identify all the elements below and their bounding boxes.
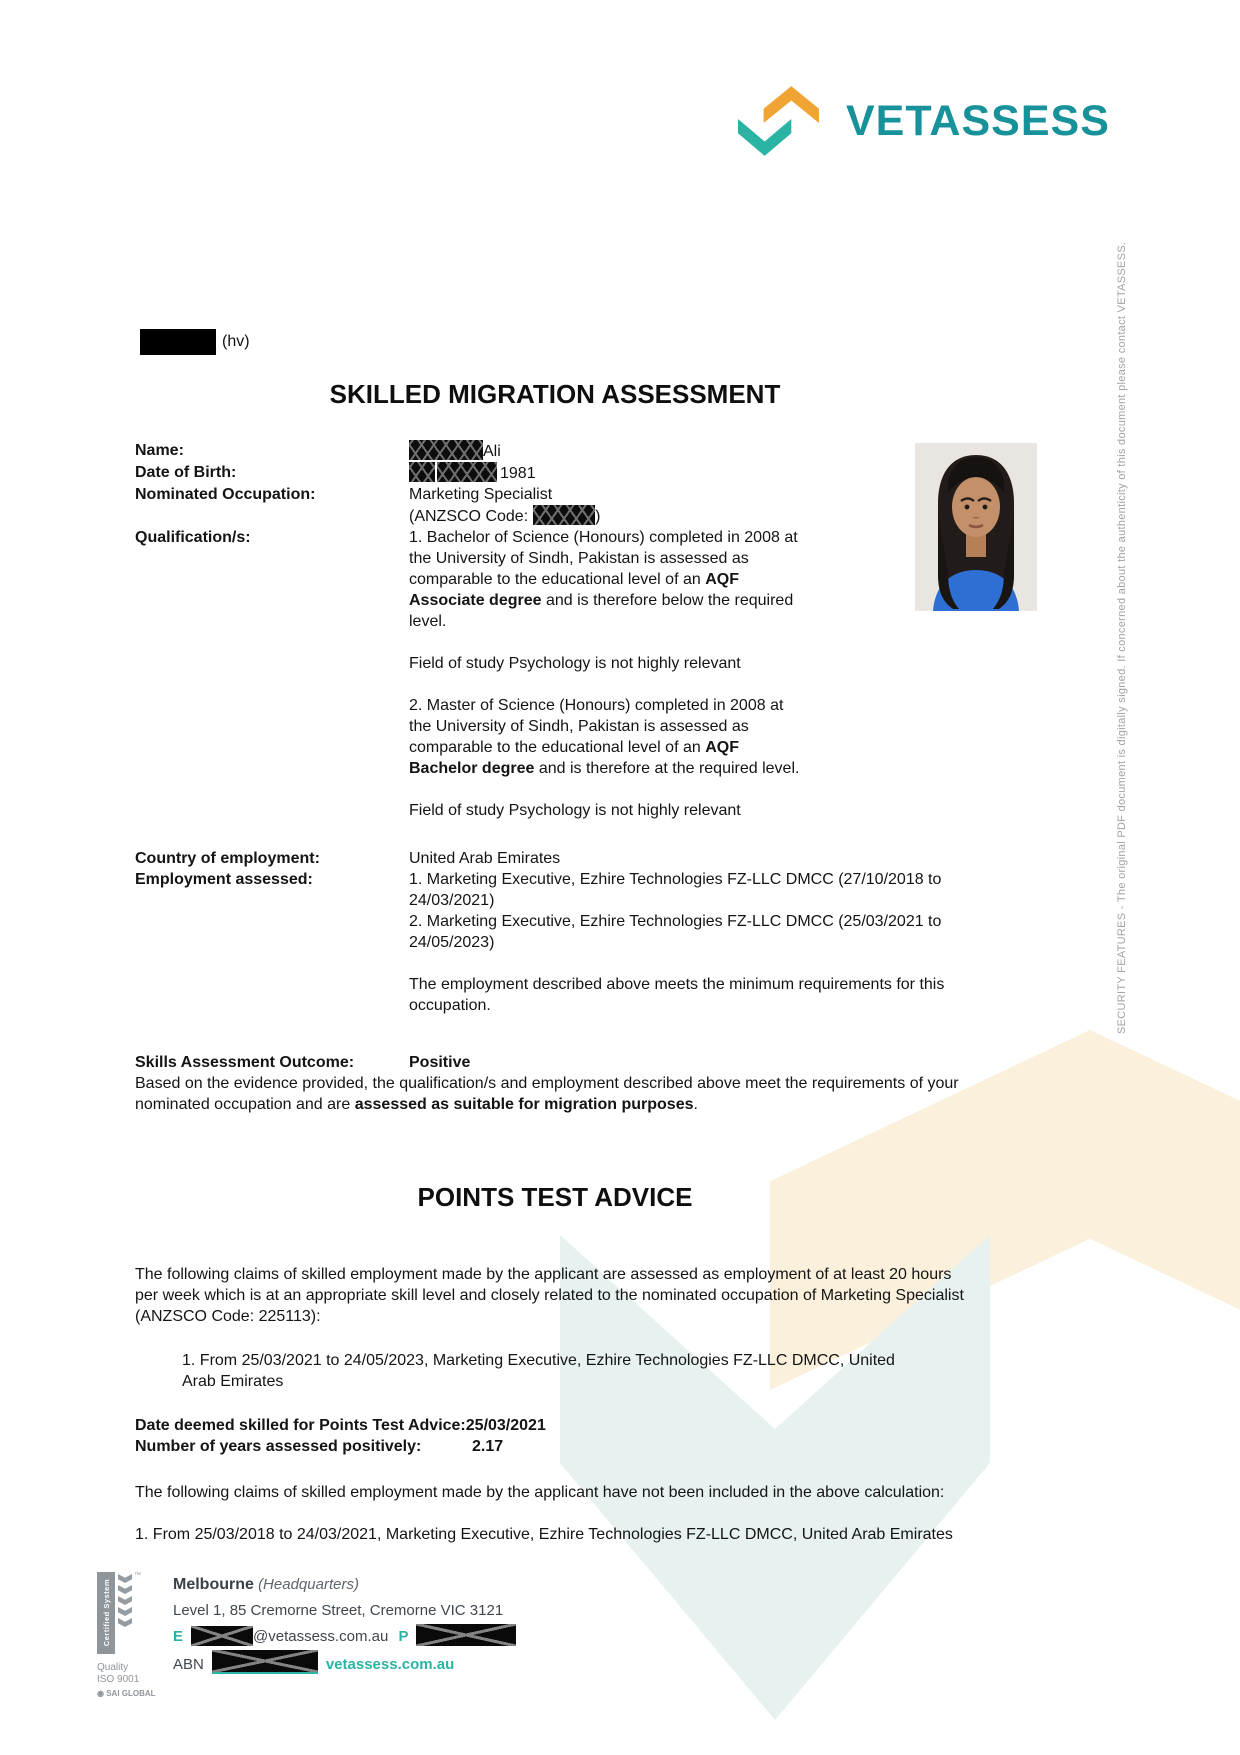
excluded-claim-item: 1. From 25/03/2018 to 24/03/2021, Marketing Executive, Ezhire Technologies FZ-LLC DMCC, United Arab Emirates (135, 1526, 953, 1543)
outcome-paragraph: Based on the evidence provided, the qualification/s and employment described above meet the requirements of your nominated occupation and are assessed as suitable for migration purposes. (135, 1075, 959, 1113)
email-domain: @vetassess.com.au (253, 1628, 389, 1645)
document-body (135, 440, 1125, 1561)
footer-city-line: Melbourne (Headquarters) (173, 1576, 359, 1593)
field-row-name (135, 440, 1125, 462)
field-row-qualifications (135, 527, 1125, 821)
qualification-2-note: Field of study Psychology is not highly relevant (409, 802, 741, 819)
date-deemed-value: 25/03/2021 (465, 1417, 546, 1434)
email-label: E (173, 1628, 184, 1645)
occupation-value: Marketing Specialist (ANZSCO Code: ) (409, 484, 1069, 527)
years-assessed-value: 2.17 (472, 1438, 504, 1455)
certified-system-bar: Certified System (97, 1572, 115, 1654)
website-link[interactable]: vetassess.com.au (325, 1656, 455, 1673)
redacted-anzsco-box (533, 505, 595, 525)
points-claim-item: 1. From 25/03/2021 to 24/05/2023, Marketing Executive, Ezhire Technologies FZ-LLC DMCC, United Arab Emirates (182, 1352, 895, 1390)
reference-note: (hv) (222, 333, 250, 350)
sai-global-label: ◉ SAI GLOBAL (97, 1689, 156, 1698)
qualification-1: 1. Bachelor of Science (Honours) completed in 2008 at the University of Sindh, Pakistan is assessed as comparable to the educational level of an AQF Associate degree and is therefore below the required level. (409, 529, 798, 630)
date-deemed-row (135, 1415, 1125, 1436)
abn-label: ABN (173, 1656, 204, 1673)
country-value: United Arab Emirates (409, 850, 561, 867)
points-test-advice-heading: POINTS TEST ADVICE (417, 1182, 693, 1212)
footer-email-phone-line (173, 1624, 516, 1650)
date-deemed-label: Date deemed skilled for Points Test Advice: (135, 1417, 466, 1434)
redacted-abn-box (212, 1650, 318, 1674)
excluded-intro-paragraph: The following claims of skilled employment made by the applicant have not been included in the above calculation: (135, 1484, 945, 1501)
years-assessed-row (135, 1436, 1125, 1457)
redacted-reference-box (140, 329, 216, 355)
dob-label: Date of Birth: (135, 464, 237, 481)
redacted-name-box (409, 440, 483, 460)
vetassess-logo-text: VETASSESS (846, 96, 1110, 145)
country-label: Country of employment: (135, 850, 320, 867)
document-title: SKILLED MIGRATION ASSESSMENT (329, 379, 781, 409)
footer-contact-block (173, 1572, 516, 1698)
certified-system-badge (97, 1572, 161, 1698)
reference-line (140, 329, 250, 355)
badge-chevrons-icon (118, 1574, 132, 1654)
sai-global-mark-icon: ◉ (97, 1689, 104, 1698)
name-label: Name: (135, 442, 184, 459)
field-row-occupation (135, 484, 1125, 527)
outcome-label: Skills Assessment Outcome: (135, 1054, 355, 1071)
anzsco-line: (ANZSCO Code: ) (409, 505, 1069, 527)
redacted-dob-box (409, 462, 435, 482)
qualifications-value (409, 527, 809, 821)
points-intro-paragraph: The following claims of skilled employment made by the applicant are assessed as employment of at least 20 hours per week which is at an appropriate skill level and closely related to the nominated occupation of Marketing Specialist (ANZSCO Code: 225113): (135, 1266, 964, 1325)
dob-value: 1981 (409, 462, 1069, 484)
field-row-dob (135, 462, 1125, 484)
employment-item: 2. Marketing Executive, Ezhire Technologies FZ-LLC DMCC (25/03/2021 to 24/05/2023) (409, 913, 942, 951)
vetassess-logo (738, 86, 1110, 156)
employment-item: 1. Marketing Executive, Ezhire Technologies FZ-LLC DMCC (27/10/2018 to 24/03/2021) (409, 871, 942, 909)
field-row-country (135, 848, 1125, 869)
redacted-dob-box (437, 462, 497, 482)
qualification-2: 2. Master of Science (Honours) completed in 2008 at the University of Sindh, Pakistan is assessed as comparable to the educational level of an AQF Bachelor degree and is therefore at the required level. (409, 697, 800, 777)
trademark-symbol: ™ (134, 1572, 141, 1579)
employment-value (409, 869, 984, 1016)
phone-label: P (398, 1628, 409, 1645)
footer-address-line: Level 1, 85 Cremorne Street, Cremorne VIC 3121 (173, 1602, 504, 1619)
qualifications-label: Qualification/s: (135, 529, 251, 546)
occupation-label: Nominated Occupation: (135, 486, 316, 503)
redacted-phone-box (416, 1624, 516, 1646)
iso-label: ISO 9001 (97, 1674, 140, 1685)
employment-label: Employment assessed: (135, 871, 313, 888)
security-features-text: SECURITY FEATURES - The original PDF document is digitally signed. If concerned about the authenticity of this document please contact VETASSESS. (1116, 241, 1128, 1034)
field-row-employment (135, 869, 1125, 1016)
qualification-1-note: Field of study Psychology is not highly relevant (409, 655, 741, 672)
employment-note: The employment described above meets the minimum requirements for this occupation. (409, 976, 945, 1014)
footer-abn-line (173, 1650, 516, 1678)
field-row-outcome (135, 1052, 1125, 1073)
quality-label: Quality (97, 1662, 129, 1673)
name-value: Ali (409, 440, 1069, 462)
footer (97, 1572, 516, 1698)
outcome-value: Positive (409, 1054, 471, 1071)
years-assessed-label: Number of years assessed positively: (135, 1438, 422, 1455)
redacted-email-box (191, 1626, 253, 1646)
vetassess-logo-icon (738, 86, 820, 156)
